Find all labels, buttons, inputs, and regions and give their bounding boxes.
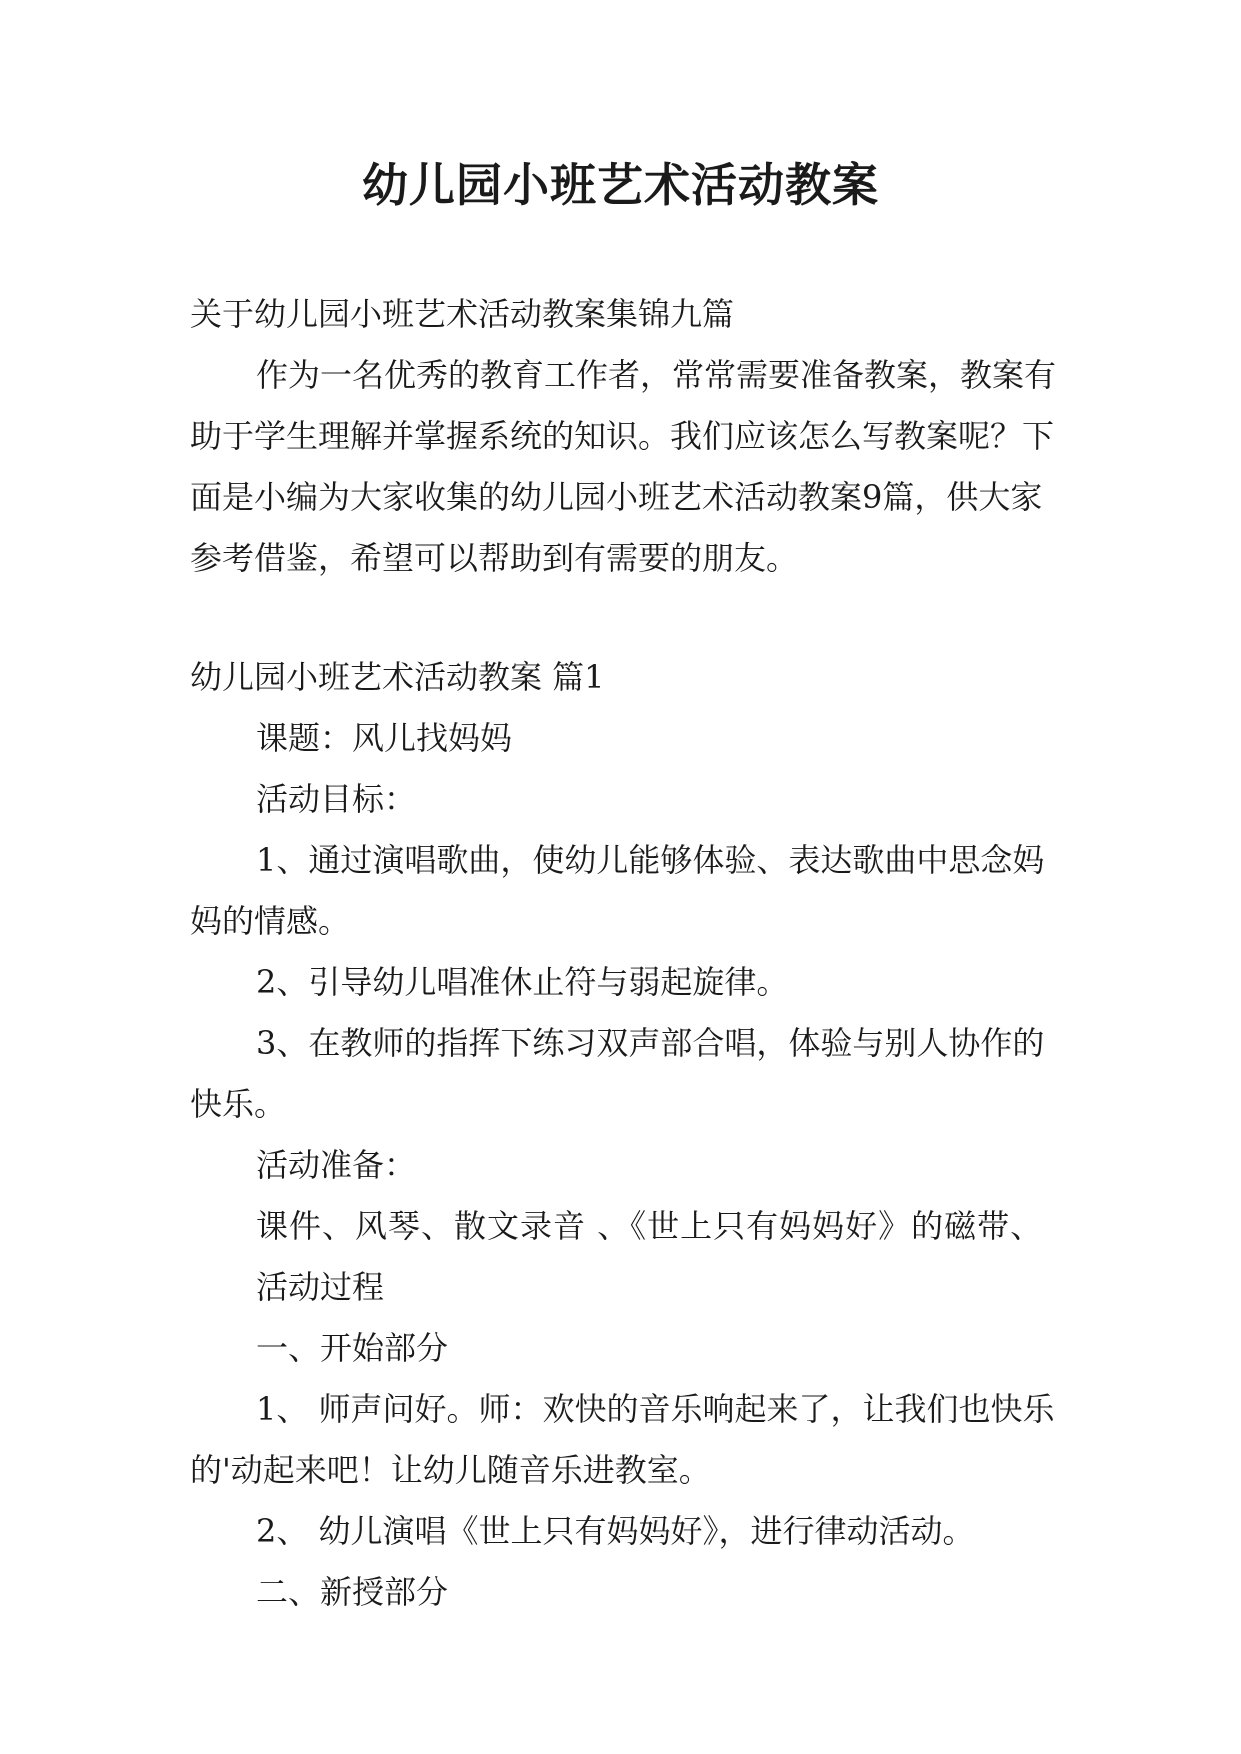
prep-items: 课件、风琴、散文录音 、《世上只有妈妈好》的磁带、 [256, 1207, 1044, 1245]
topic-line: 课题：风儿找妈妈 [256, 719, 513, 757]
goals-label: 活动目标： [256, 780, 417, 818]
part-two-heading: 二、新授部分 [256, 1573, 449, 1611]
document-title: 幼儿园小班艺术活动教案 [362, 158, 879, 212]
step-item-2: 2、 幼儿演唱《世上只有妈妈好》，进行律动活动。 [256, 1512, 975, 1550]
goal-item-1: 1、通过演唱歌曲，使幼儿能够体验、表达歌曲中思念妈妈的情感。 [190, 841, 1045, 940]
document-body [190, 284, 1060, 1623]
prep-label: 活动准备： [256, 1146, 417, 1184]
intro-paragraph: 作为一名优秀的教育工作者，常常需要准备教案，教案有助于学生理解并掌握系统的知识。我们应该怎么写教案呢？下面是小编为大家收集的幼儿园小班艺术活动教案9篇，供大家参考借鉴，希望可以帮助到有需要的朋友。 [190, 356, 1057, 577]
goal-item-2: 2、引导幼儿唱准休止符与弱起旋律。 [256, 963, 789, 1001]
step-item-1: 1、 师声问好。师：欢快的音乐响起来了，让我们也快乐的'动起来吧！让幼儿随音乐进教室。 [190, 1390, 1055, 1489]
document-subtitle: 关于幼儿园小班艺术活动教案集锦九篇 [190, 295, 735, 333]
part-one-heading: 一、开始部分 [256, 1329, 449, 1367]
section-heading: 幼儿园小班艺术活动教案 篇1 [190, 658, 605, 696]
process-label: 活动过程 [256, 1268, 385, 1306]
goal-item-3: 3、在教师的指挥下练习双声部合唱，体验与别人协作的快乐。 [190, 1024, 1045, 1123]
